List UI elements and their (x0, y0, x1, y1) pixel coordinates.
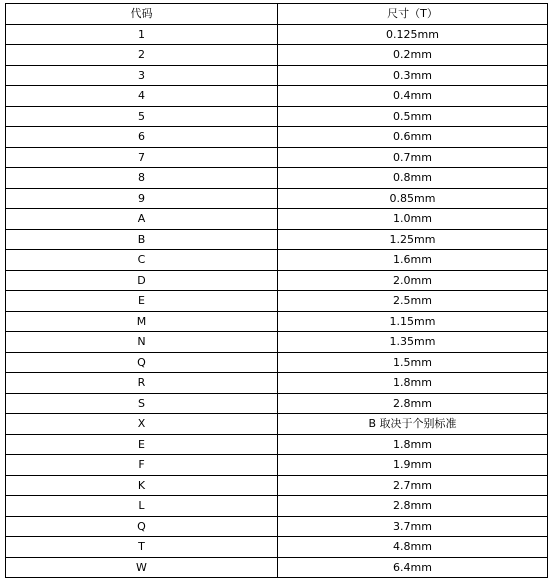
table-row (6, 291, 548, 312)
code-cell: K (6, 475, 278, 496)
size-cell: 0.4mm (278, 86, 548, 107)
size-cell: 0.7mm (278, 147, 548, 168)
code-cell: Q (6, 516, 278, 537)
table-row (6, 311, 548, 332)
code-cell: B (6, 229, 278, 250)
table-row (6, 455, 548, 476)
code-cell: 5 (6, 106, 278, 127)
table-row (6, 209, 548, 230)
size-cell: 1.9mm (278, 455, 548, 476)
size-cell: 0.3mm (278, 65, 548, 86)
table-row (6, 106, 548, 127)
size-cell: 0.85mm (278, 188, 548, 209)
code-cell: 1 (6, 24, 278, 45)
code-cell: E (6, 434, 278, 455)
code-cell: W (6, 557, 278, 578)
table-row (6, 373, 548, 394)
size-cell: 0.8mm (278, 168, 548, 189)
table-row (6, 45, 548, 66)
code-cell: F (6, 455, 278, 476)
size-cell: 1.15mm (278, 311, 548, 332)
code-cell: 3 (6, 65, 278, 86)
size-cell: 6.4mm (278, 557, 548, 578)
size-cell: 1.6mm (278, 250, 548, 271)
size-cell: 2.0mm (278, 270, 548, 291)
size-cell: B 取决于个别标准 (278, 414, 548, 435)
table-row (6, 270, 548, 291)
table-row (6, 86, 548, 107)
size-cell: 2.5mm (278, 291, 548, 312)
code-cell: M (6, 311, 278, 332)
size-code-table-container (5, 3, 547, 578)
code-cell: X (6, 414, 278, 435)
size-cell: 1.8mm (278, 373, 548, 394)
table-row (6, 168, 548, 189)
size-cell: 1.25mm (278, 229, 548, 250)
code-cell: Q (6, 352, 278, 373)
size-cell: 1.0mm (278, 209, 548, 230)
table-row (6, 188, 548, 209)
size-cell: 1.35mm (278, 332, 548, 353)
size-cell: 0.6mm (278, 127, 548, 148)
code-cell: 9 (6, 188, 278, 209)
code-cell: T (6, 537, 278, 558)
code-cell: 7 (6, 147, 278, 168)
table-body (6, 24, 548, 578)
code-cell: D (6, 270, 278, 291)
code-cell: C (6, 250, 278, 271)
size-cell: 0.125mm (278, 24, 548, 45)
code-cell: L (6, 496, 278, 517)
size-cell: 1.5mm (278, 352, 548, 373)
size-code-table (5, 3, 548, 578)
table-row (6, 516, 548, 537)
table-row (6, 557, 548, 578)
size-cell: 0.5mm (278, 106, 548, 127)
code-cell: 6 (6, 127, 278, 148)
table-row (6, 434, 548, 455)
size-cell: 2.8mm (278, 393, 548, 414)
column-header-code: 代码 (6, 4, 278, 25)
table-row (6, 24, 548, 45)
table-row (6, 332, 548, 353)
table-row (6, 250, 548, 271)
size-cell: 4.8mm (278, 537, 548, 558)
table-row (6, 393, 548, 414)
table-row (6, 496, 548, 517)
size-cell: 1.8mm (278, 434, 548, 455)
code-cell: 8 (6, 168, 278, 189)
code-cell: A (6, 209, 278, 230)
code-cell: R (6, 373, 278, 394)
table-row (6, 475, 548, 496)
table-row (6, 229, 548, 250)
code-cell: 2 (6, 45, 278, 66)
table-row (6, 127, 548, 148)
size-cell: 3.7mm (278, 516, 548, 537)
size-cell: 2.7mm (278, 475, 548, 496)
code-cell: E (6, 291, 278, 312)
table-header-row (6, 4, 548, 25)
table-row (6, 414, 548, 435)
code-cell: 4 (6, 86, 278, 107)
table-row (6, 537, 548, 558)
column-header-size: 尺寸（T） (278, 4, 548, 25)
table-row (6, 352, 548, 373)
table-row (6, 65, 548, 86)
code-cell: N (6, 332, 278, 353)
size-cell: 0.2mm (278, 45, 548, 66)
code-cell: S (6, 393, 278, 414)
table-row (6, 147, 548, 168)
size-cell: 2.8mm (278, 496, 548, 517)
